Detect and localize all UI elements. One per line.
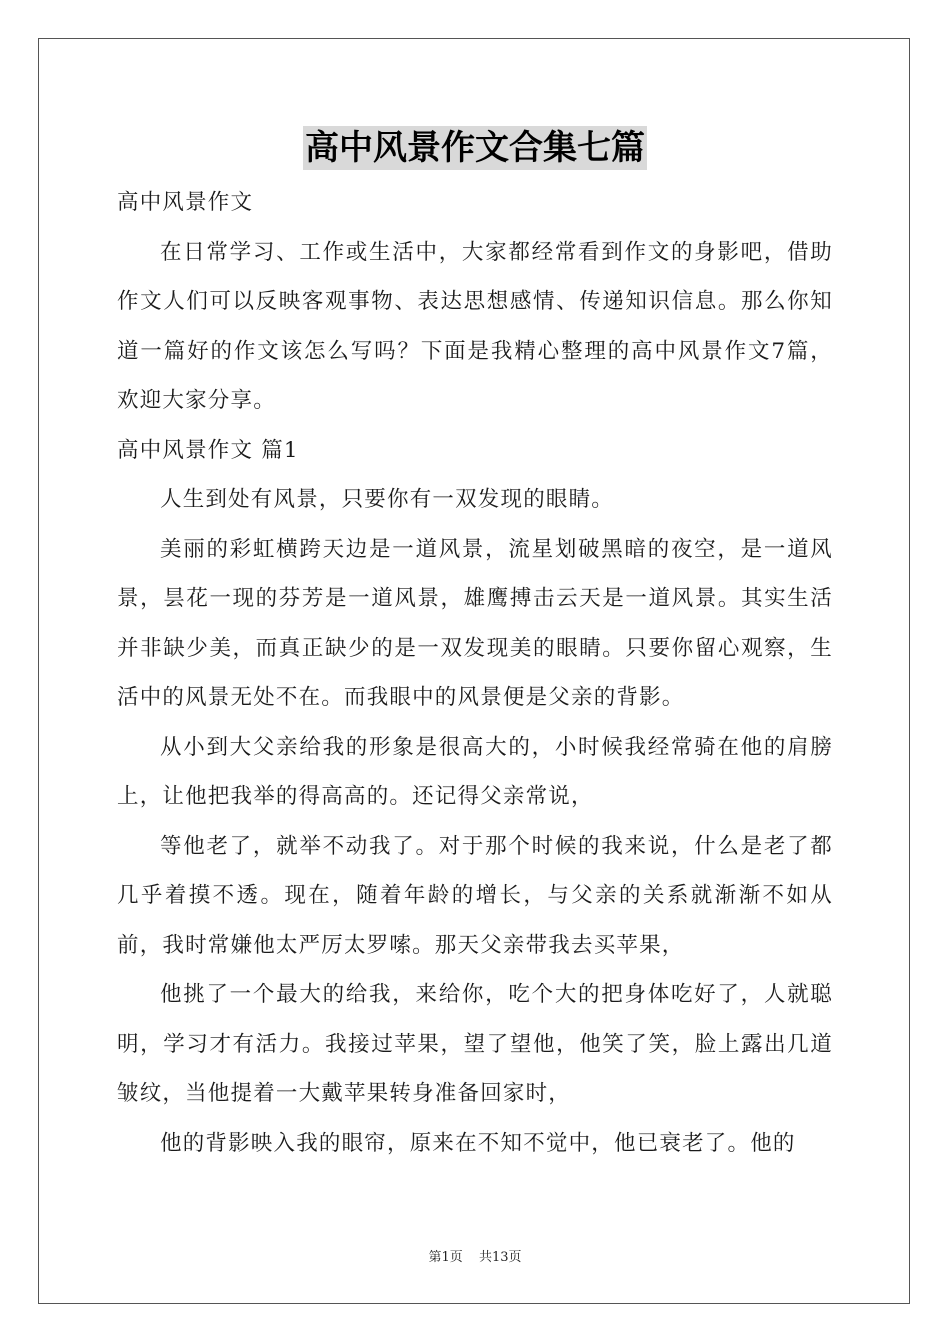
page-number: 第1页	[428, 1250, 463, 1265]
document-body	[117, 178, 833, 1168]
body-paragraph: 人生到处有风景，只要你有一双发现的眼睛。	[160, 487, 615, 512]
body-paragraph: 从小到大父亲给我的形象是很高大的，小时候我经常骑在他的肩膀上，让他把我举的得高高的。还记得父亲常说，	[117, 734, 833, 809]
body-paragraph: 他的背影映入我的眼帘，原来在不知不觉中，他已衰老了。他的	[160, 1130, 796, 1156]
body-paragraph: 他挑了一个最大的给我，来给你，吃个大的把身体吃好了，人就聪明，学习才有活力。我接过苹果，望了望他，他笑了笑，脸上露出几道皱纹，当他提着一大戴苹果转身准备回家时，	[117, 982, 833, 1106]
body-paragraph: 美丽的彩虹横跨天边是一道风景，流星划破黑暗的夜空，是一道风景，昙花一现的芬芳是一道风景，雄鹰搏击云天是一道风景。其实生活并非缺少美，而真正缺少的是一双发现美的眼睛。只要你留心观察，生活中的风景无处不在。而我眼中的风景便是父亲的背影。	[117, 536, 833, 710]
body-paragraph: 在日常学习、工作或生活中，大家都经常看到作文的身影吧，借助作文人们可以反映客观事物、表达思想感情、传递知识信息。那么你知道一篇好的作文该怎么写吗？下面是我精心整理的高中风景作文7篇，欢迎大家分享。	[117, 239, 833, 413]
section-heading: 高中风景作文 篇1	[117, 437, 299, 463]
page-total: 共13页	[478, 1250, 522, 1265]
body-paragraph: 等他老了，就举不动我了。对于那个时候的我来说，什么是老了都几乎着摸不透。现在，随着年龄的增长，与父亲的关系就渐渐不如从前，我时常嫌他太严厉太罗嗦。那天父亲带我去买苹果，	[117, 833, 833, 958]
title-container	[0, 126, 950, 170]
section-heading: 高中风景作文	[117, 190, 254, 215]
document-title: 高中风景作文合集七篇	[305, 128, 645, 168]
page-footer	[0, 1246, 950, 1265]
